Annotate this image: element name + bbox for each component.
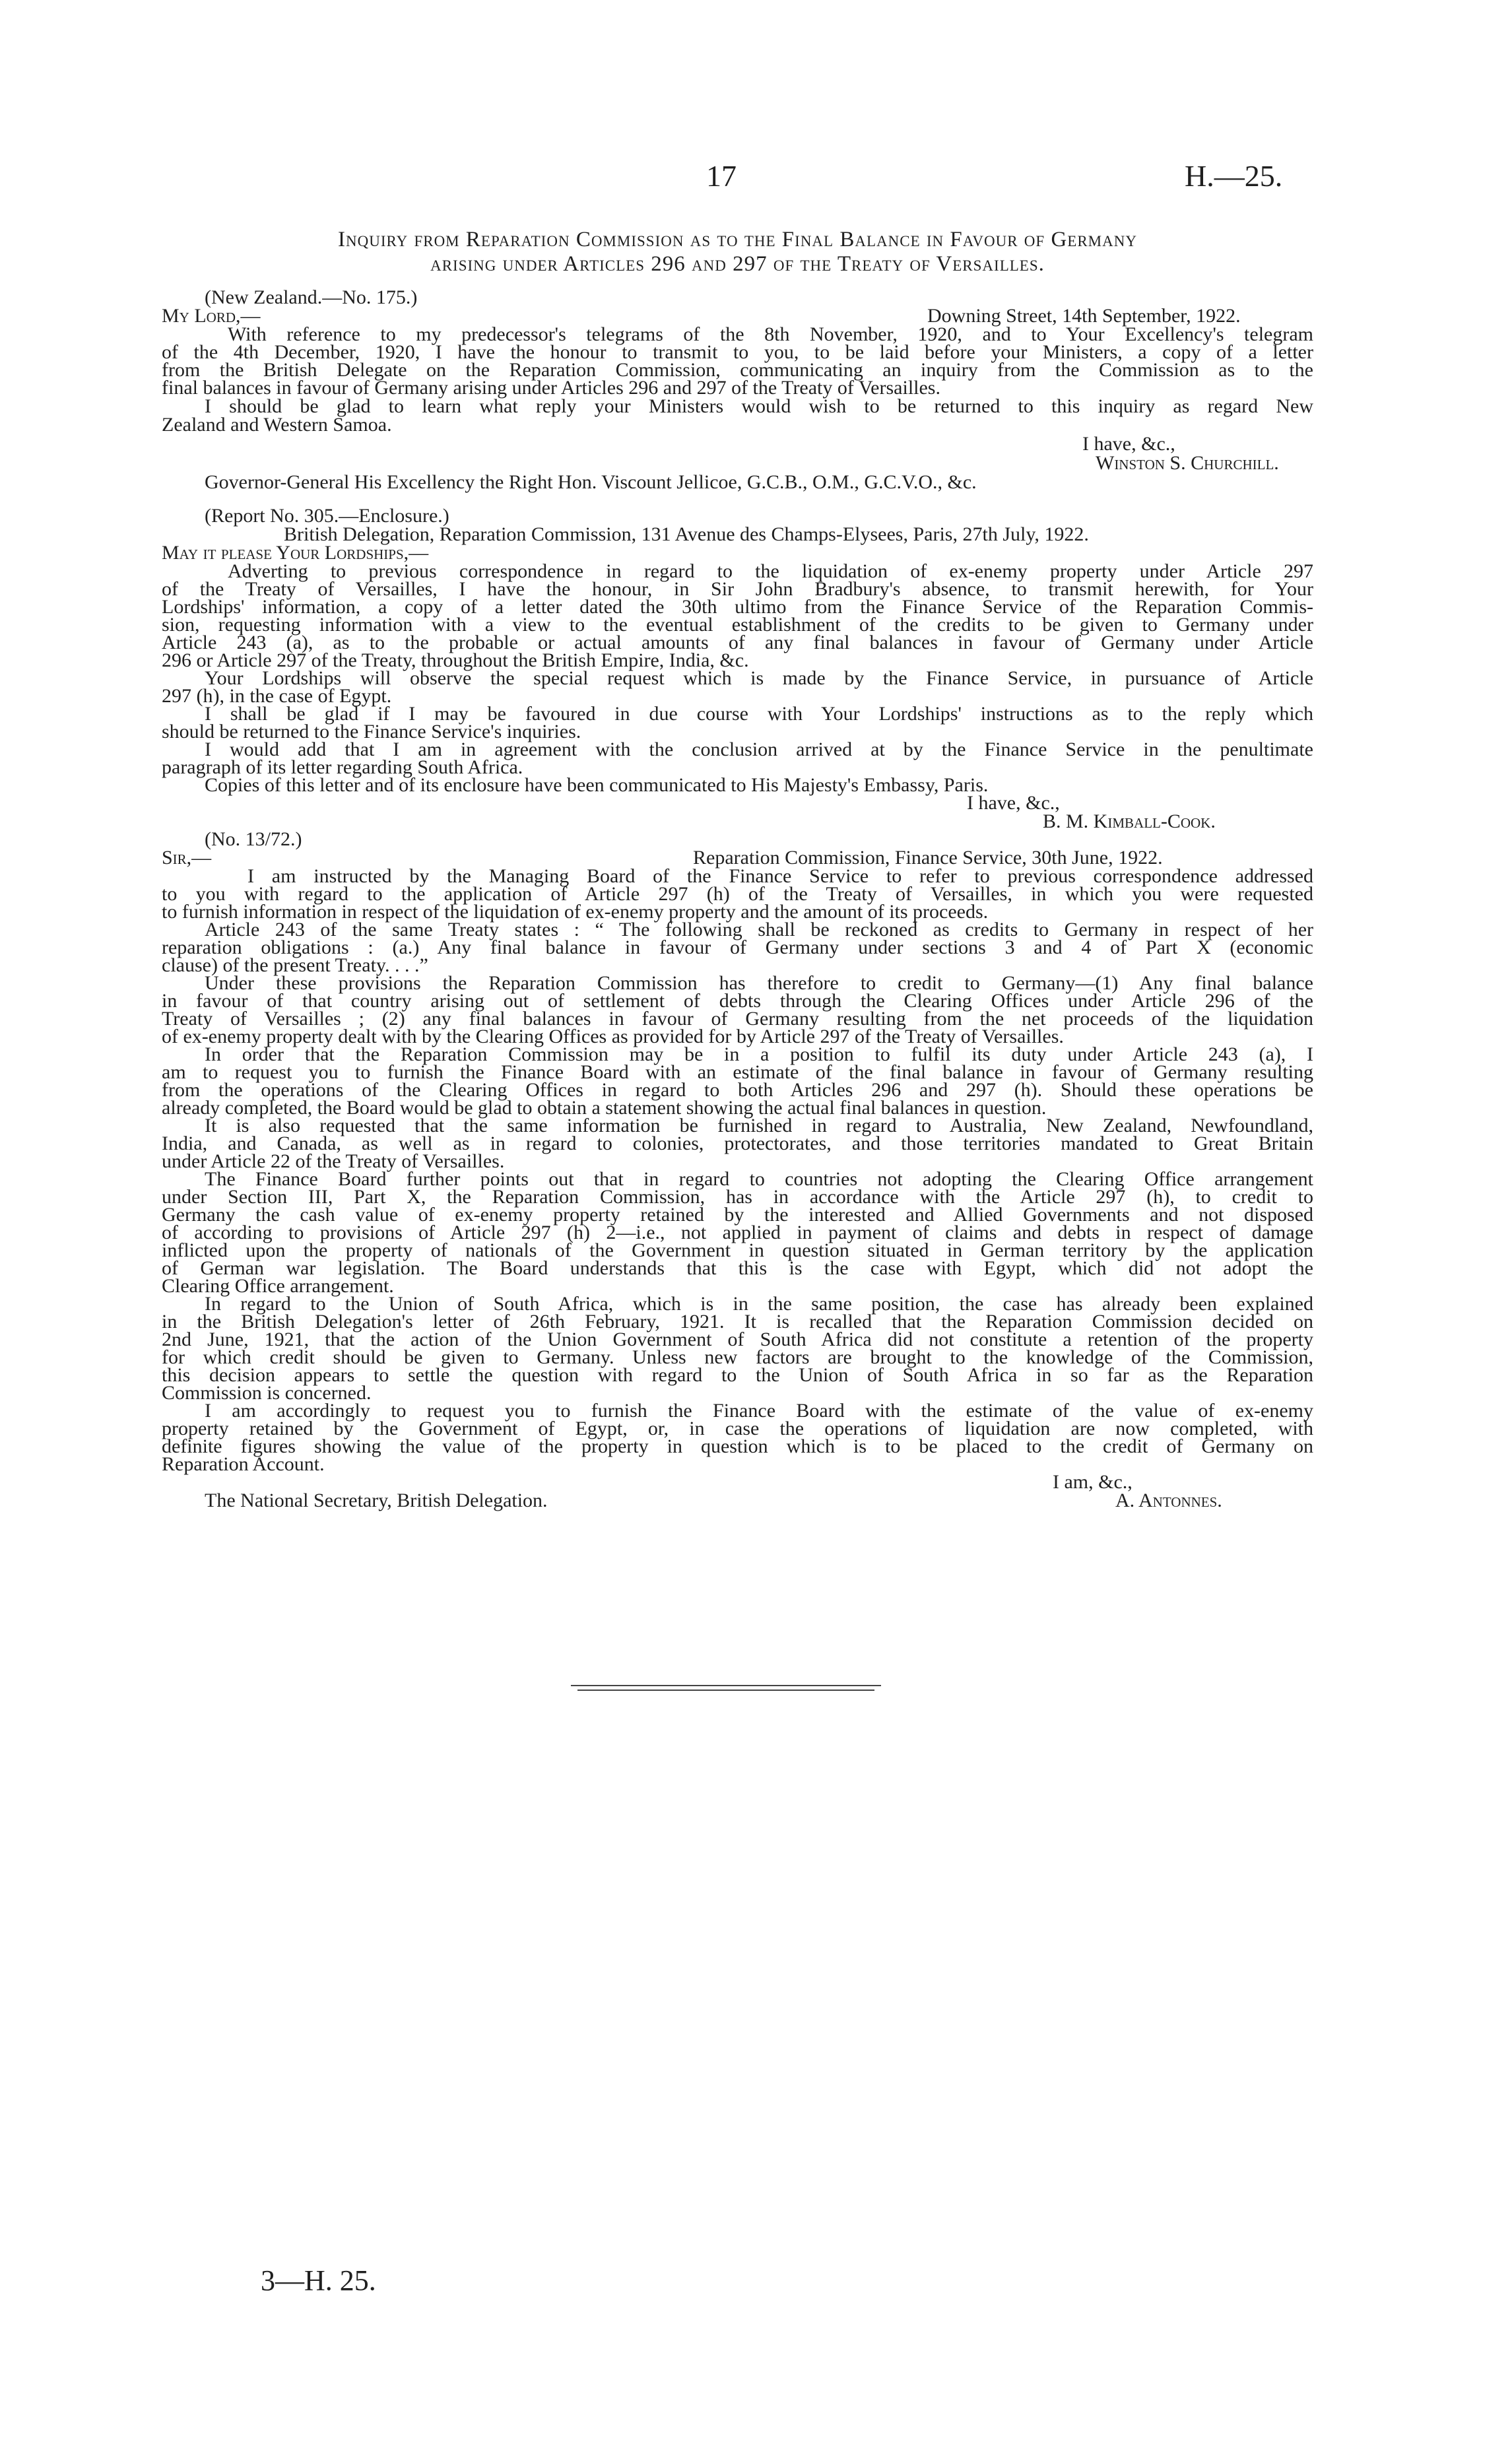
- letter-addressee: Governor-General His Excellency the Right Hon. Viscount Jellicoe, G.C.B., O.M., G.C.V.O., &c.: [205, 471, 977, 493]
- letter-place-date: Downing Street, 14th September, 1922.: [927, 305, 1241, 327]
- letter-body-line: I should be glad to learn what reply your Ministers would wish to be returned to this inquiry as regard New: [205, 395, 1313, 417]
- letter-reference: (Report No. 305.—Enclosure.): [205, 505, 449, 527]
- document-title-line1: Inquiry from Reparation Commission as to the Final Balance in Favour of Germany: [338, 228, 1137, 251]
- letter-body-line: I am instructed by the Managing Board of the Finance Service to refer to previous correspondence addressed: [247, 865, 1313, 887]
- letter-body-line: Copies of this letter and of its enclosure have been communicated to His Majesty's Embassy, Paris.: [205, 774, 989, 796]
- letter-body-line: Lordships' information, a copy of a letter dated the 30th ultimo from the Finance Service of the Reparation Commis-: [162, 596, 1313, 618]
- letter-body-line: final balances in favour of Germany arising under Articles 296 and 297 of the Treaty of Versailles.: [162, 377, 940, 399]
- document-code: H.—25.: [1185, 159, 1283, 193]
- letter-body-line: of the Treaty of Versailles, I have the honour, in Sir John Bradbury's absence, to transmit herewith, for Your: [162, 578, 1313, 600]
- letter-body-line: property retained by the Government of Egypt, or, in case the operations of liquidation are now completed, with: [162, 1418, 1313, 1439]
- letter-body-line: inflicted upon the property of nationals of the Government in question situated in German territory by the application: [162, 1239, 1313, 1261]
- letter-body-line: am to request you to furnish the Finance Board with an estimate of the final balance in favour of Germany resulting: [162, 1061, 1313, 1083]
- letter-body-line: India, and Canada, as well as in regard to colonies, protectorates, and those territories mandated to Great Britain: [162, 1133, 1313, 1154]
- letter-body-line: Your Lordships will observe the special request which is made by the Finance Service, in pursuance of Article: [205, 667, 1313, 689]
- letter-body-line: I shall be glad if I may be favoured in due course with Your Lordships' instructions as to the reply which: [205, 703, 1313, 725]
- letter-body-line: from the operations of the Clearing Offices in regard to both Articles 296 and 297 (h). Should these operations be: [162, 1079, 1313, 1101]
- letter-closing: I have, &c.,: [967, 792, 1060, 814]
- letter-body-line: of German war legislation. The Board understands that this is the case with Egypt, which did not adopt the: [162, 1257, 1313, 1279]
- letter-body-line: of the 4th December, 1920, I have the honour to transmit to you, to be laid before your Ministers, a copy of a letter: [162, 341, 1313, 363]
- letter-body-line: Adverting to previous correspondence in regard to the liquidation of ex-enemy property under Article 297: [228, 560, 1313, 582]
- letter-body-line: should be returned to the Finance Service's inquiries.: [162, 721, 581, 742]
- letter-body-line: Clearing Office arrangement.: [162, 1275, 394, 1297]
- letter-addressee: The National Secretary, British Delegation.: [205, 1490, 548, 1511]
- letter-body-line: Zealand and Western Samoa.: [162, 414, 392, 436]
- letter-salutation: My Lord,—: [162, 305, 261, 327]
- letter-body-line: sion, requesting information with a view to the eventual establishment of the credits to be given to Germany under: [162, 614, 1313, 636]
- divider-rule: [571, 1685, 881, 1686]
- letter-body-line: Commission is concerned.: [162, 1382, 372, 1404]
- letter-place-date: Reparation Commission, Finance Service, 30th June, 1922.: [693, 847, 1163, 869]
- letter-body-line: With reference to my predecessor's telegrams of the 8th November, 1920, and to Your Excellency's telegram: [228, 323, 1313, 345]
- letter-body-line: Reparation Account.: [162, 1453, 325, 1475]
- letter-body-line: already completed, the Board would be glad to obtain a statement showing the actual final balances in question.: [162, 1097, 1047, 1119]
- letter-salutation: Sir,—: [162, 847, 212, 869]
- letter-body-line: clause) of the present Treaty. . . .”: [162, 954, 428, 976]
- letter-body-line: reparation obligations : (a.) Any final balance in favour of Germany under sections 3 and 4 of Part X (economic: [162, 936, 1313, 958]
- letter-body-line: under Section III, Part X, the Reparation Commission, has in accordance with the Article 297 (h), to credit to: [162, 1186, 1313, 1208]
- letter-body-line: I would add that I am in agreement with the conclusion arrived at by the Finance Service in the penultimate: [205, 739, 1313, 760]
- letter-body-line: from the British Delegate on the Reparation Commission, communicating an inquiry from the Commission as to the: [162, 359, 1313, 381]
- letter-place-date: British Delegation, Reparation Commission, 131 Avenue des Champs-Elysees, Paris, 27th July, 1922.: [284, 523, 1089, 545]
- letter-body-line: Under these provisions the Reparation Commission has therefore to credit to Germany—(1) Any final balance: [205, 972, 1313, 994]
- letter-body-line: of according to provisions of Article 297 (h) 2—i.e., not applied in payment of claims and debts in respect of damage: [162, 1222, 1313, 1243]
- letter-body-line: 2nd June, 1921, that the action of the Union Government of South Africa did not constitute a retention of the property: [162, 1329, 1313, 1350]
- letter-body-line: paragraph of its letter regarding South Africa.: [162, 756, 523, 778]
- letter-body-line: in favour of that country arising out of settlement of debts through the Clearing Offices under Article 296 of the: [162, 990, 1313, 1012]
- letter-signature: B. M. Kimball-Cook.: [1043, 810, 1216, 832]
- page-number: 17: [706, 159, 737, 193]
- letter-reference: (No. 13/72.): [205, 828, 302, 850]
- letter-signature: A. Antonnes.: [1115, 1490, 1222, 1511]
- letter-body-line: In order that the Reparation Commission may be in a position to fulfil its duty under Article 243 (a), I: [205, 1043, 1313, 1065]
- letter-body-line: The Finance Board further points out that in regard to countries not adopting the Clearing Office arrangement: [205, 1168, 1313, 1190]
- letter-closing: I am, &c.,: [1053, 1471, 1133, 1493]
- letter-body-line: to furnish information in respect of the liquidation of ex-enemy property and the amount of its proceeds.: [162, 901, 989, 923]
- letter-body-line: I am accordingly to request you to furnish the Finance Board with the estimate of the value of ex-enemy: [205, 1400, 1313, 1422]
- letter-body-line: In regard to the Union of South Africa, which is in the same position, the case has already been explained: [205, 1293, 1313, 1315]
- printer-signature-mark: 3—H. 25.: [261, 2264, 376, 2297]
- letter-body-line: for which credit should be given to Germany. Unless new factors are brought to the knowledge of the Commission,: [162, 1346, 1313, 1368]
- letter-body-line: Article 243 (a), as to the probable or actual amounts of any final balances in favour of Germany under Article: [162, 632, 1313, 653]
- document-title-line2: arising under Articles 296 and 297 of the Treaty of Versailles.: [430, 252, 1045, 276]
- letter-body-line: this decision appears to settle the question with regard to the Union of South Africa in so far as the Reparation: [162, 1364, 1313, 1386]
- letter-signature: Winston S. Churchill.: [1096, 452, 1279, 474]
- letter-body-line: definite figures showing the value of the property in question which is to be placed to the credit of Germany on: [162, 1435, 1313, 1457]
- letter-body-line: Germany the cash value of ex-enemy property retained by the interested and Allied Governments and not disposed: [162, 1204, 1313, 1226]
- letter-body-line: Article 243 of the same Treaty states : “ The following shall be reckoned as credits to Germany in respect of her: [205, 919, 1313, 940]
- divider-rule: [577, 1690, 874, 1691]
- letter-closing: I have, &c.,: [1082, 433, 1175, 455]
- letter-body-line: It is also requested that the same information be furnished in regard to Australia, New Zealand, Newfoundland,: [205, 1115, 1313, 1136]
- letter-body-line: under Article 22 of the Treaty of Versailles.: [162, 1150, 505, 1172]
- letter-reference: (New Zealand.—No. 175.): [205, 286, 418, 308]
- letter-body-line: of ex-enemy property dealt with by the Clearing Offices as provided for by Article 297 of the Treaty of Versailles.: [162, 1026, 1064, 1047]
- letter-body-line: Treaty of Versailles ; (2) any final balances in favour of Germany resulting from the net proceeds of the liquidation: [162, 1008, 1313, 1030]
- letter-body-line: in the British Delegation's letter of 26th February, 1921. It is recalled that the Reparation Commission decided on: [162, 1311, 1313, 1332]
- letter-body-line: 296 or Article 297 of the Treaty, throughout the British Empire, India, &c.: [162, 649, 749, 671]
- letter-body-line: to you with regard to the application of Article 297 (h) of the Treaty of Versailles, in which you were requested: [162, 883, 1313, 905]
- letter-salutation: May it please Your Lordships,—: [162, 542, 429, 564]
- letter-body-line: 297 (h), in the case of Egypt.: [162, 685, 392, 707]
